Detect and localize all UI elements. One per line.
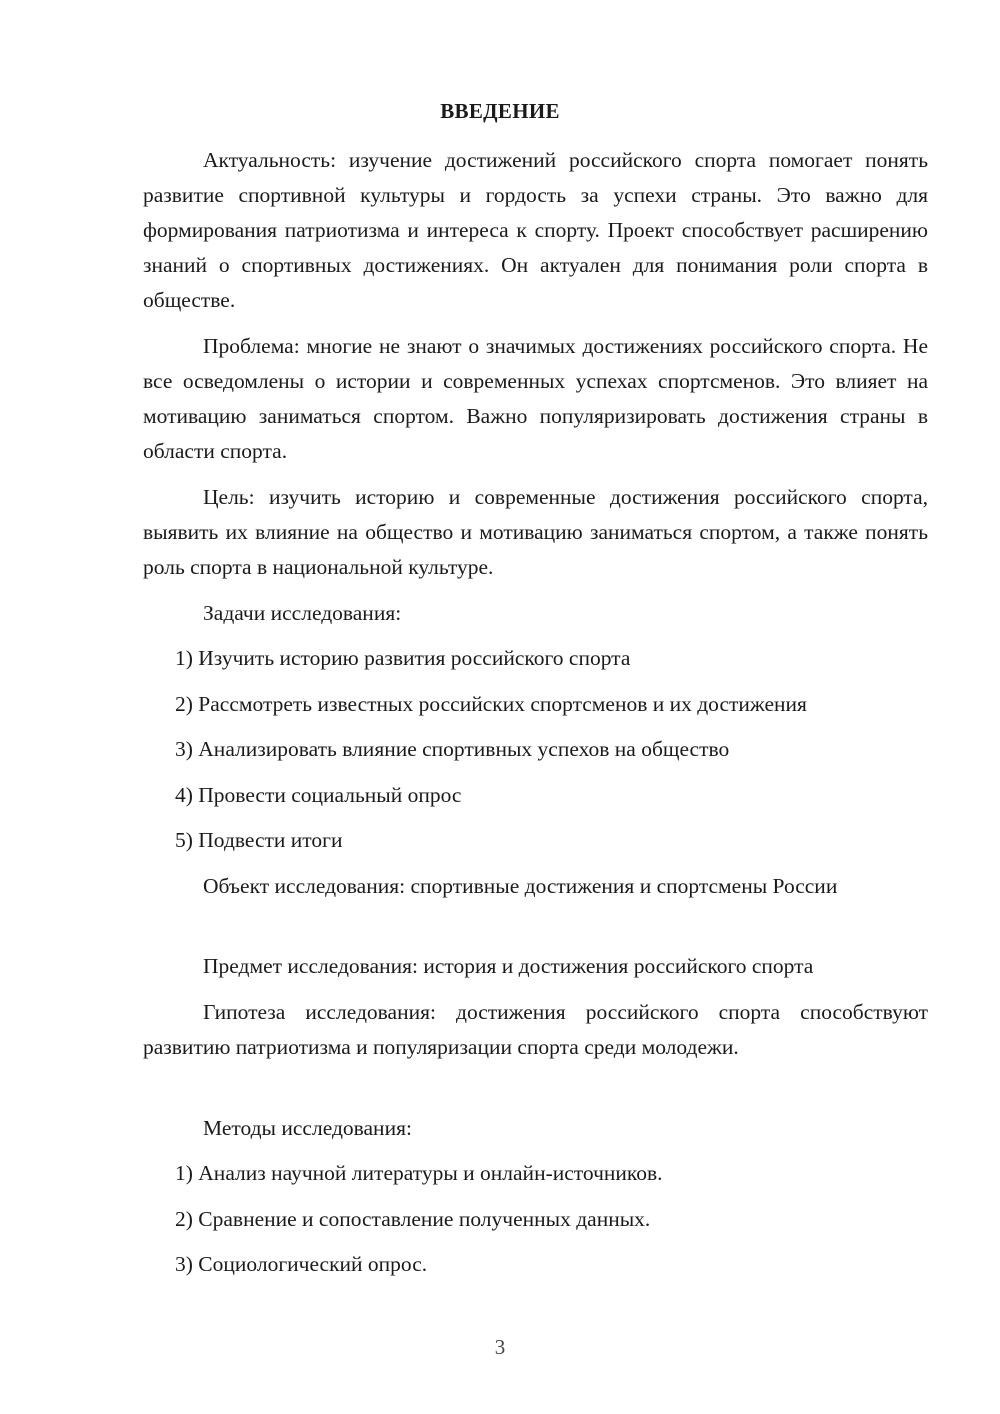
task-item-1: 1) Изучить историю развития российского спорта xyxy=(175,646,631,670)
hypothesis-paragraph: Гипотеза исследования: достижения российского спорта способствуют развитию патриотизма и популяризации спорта среди молодежи. xyxy=(143,1000,928,1059)
relevance-paragraph: Актуальность: изучение достижений российского спорта помогает понять развитие спортивной культуры и гордость за успехи страны. Это важно для формирования патриотизма и интереса к спорту. Проект способствует расширению знаний о спортивных достижениях. Он актуален для понимания роли спорта в обществе. xyxy=(143,148,928,312)
method-item-3: 3) Социологический опрос. xyxy=(175,1252,428,1276)
task-item-2: 2) Рассмотреть известных российских спортсменов и их достижения xyxy=(175,692,807,716)
task-item-4: 4) Провести социальный опрос xyxy=(175,783,462,807)
task-item-3: 3) Анализировать влияние спортивных успехов на общество xyxy=(175,737,730,761)
task-item-5: 5) Подвести итоги xyxy=(175,828,343,852)
subject-paragraph: Предмет исследования: история и достижения российского спорта xyxy=(203,954,814,978)
section-heading: ВВЕДЕНИЕ xyxy=(440,99,560,123)
object-paragraph: Объект исследования: спортивные достижения и спортсмены России xyxy=(203,874,838,898)
methods-title: Методы исследования: xyxy=(203,1116,412,1140)
tasks-title: Задачи исследования: xyxy=(203,601,402,625)
page-number: 3 xyxy=(494,1335,506,1359)
method-item-1: 1) Анализ научной литературы и онлайн-источников. xyxy=(175,1161,663,1185)
goal-paragraph: Цель: изучить историю и современные достижения российского спорта, выявить их влияние на общество и мотивацию заниматься спортом, а также понять роль спорта в национальной культуре. xyxy=(143,485,928,579)
problem-paragraph: Проблема: многие не знают о значимых достижениях российского спорта. Не все осведомлены о истории и современных успехах спортсменов. Это влияет на мотивацию заниматься спортом. Важно популяризировать достижения страны в области спорта. xyxy=(143,334,928,463)
method-item-2: 2) Сравнение и сопоставление полученных данных. xyxy=(175,1207,651,1231)
